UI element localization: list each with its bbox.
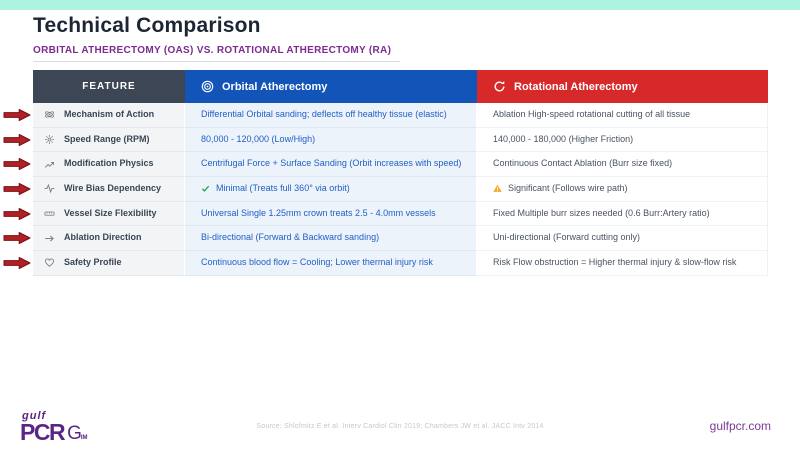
source-citation: Source: Shlofmitz E et al. Interv Cardiol Clin 2019; Chambers JW et al. JACC Intv 2014 — [256, 423, 544, 430]
orbital-value: Minimal (Treats full 360° via orbit) — [216, 182, 350, 193]
column-header-rotational — [477, 70, 768, 103]
rotational-value: Uni-directional (Forward cutting only) — [493, 232, 641, 243]
column-header-feature — [33, 70, 185, 103]
feature-cell — [33, 103, 185, 128]
feature-cell — [33, 251, 185, 276]
feature-cell — [33, 226, 185, 251]
rotational-cell — [477, 152, 768, 177]
orbital-cell — [185, 152, 477, 177]
rotate-icon — [493, 80, 506, 93]
orbital-cell — [185, 202, 477, 227]
rotational-cell — [477, 202, 768, 227]
rotational-cell — [477, 103, 768, 128]
feature-cell — [33, 202, 185, 227]
table-row — [33, 128, 768, 153]
feature-label: Safety Profile — [64, 257, 122, 268]
rotational-value: Fixed Multiple burr sizes needed (0.6 Burr:Artery ratio) — [493, 207, 710, 218]
comparison-table — [33, 70, 768, 276]
page-title: Technical Comparison — [33, 14, 261, 37]
red-arrow-icon — [3, 256, 31, 270]
column-header-label: Orbital Atherectomy — [222, 80, 328, 93]
rotational-cell — [477, 251, 768, 276]
orbital-cell — [185, 226, 477, 251]
trend-up-icon — [44, 159, 55, 170]
feature-label: Speed Range (RPM) — [64, 133, 150, 144]
rotational-value: Risk Flow obstruction = Higher thermal injury & slow-flow risk — [493, 257, 737, 268]
gear-icon — [44, 134, 55, 145]
feature-cell — [33, 128, 185, 153]
page-subtitle: ORBITAL ATHERECTOMY (OAS) VS. ROTATIONAL ATHERECTOMY (RA) — [33, 45, 392, 56]
logo-word-pcr: PCR — [20, 419, 65, 445]
ruler-icon — [44, 208, 55, 219]
orbital-cell — [185, 177, 477, 202]
feature-label: Vessel Size Flexibility — [64, 207, 157, 218]
table-row — [33, 177, 768, 202]
red-arrow-icon — [3, 108, 31, 122]
feature-label: Ablation Direction — [64, 232, 142, 243]
orbital-value: 80,000 - 120,000 (Low/High) — [201, 133, 316, 144]
arrow-right-icon — [44, 233, 55, 244]
rotational-value: Ablation High-speed rotational cutting of all tissue — [493, 108, 691, 119]
orbital-cell — [185, 128, 477, 153]
table-row — [33, 152, 768, 177]
orbital-cell — [185, 103, 477, 128]
heart-icon — [44, 257, 55, 268]
orbital-value: Universal Single 1.25mm crown treats 2.5 - 4.0mm vessels — [201, 207, 436, 218]
red-arrow-icon — [3, 231, 31, 245]
feature-cell — [33, 152, 185, 177]
orbital-value: Bi-directional (Forward & Backward sanding) — [201, 232, 380, 243]
table-body — [33, 103, 768, 276]
feature-label: Mechanism of Action — [64, 108, 155, 119]
column-header-label: Rotational Atherectomy — [514, 80, 638, 93]
logo-gim-symbol: G — [67, 423, 82, 445]
table-header-row — [33, 70, 768, 103]
logo-im-text: IM — [80, 435, 88, 442]
feature-label: Wire Bias Dependency — [64, 182, 161, 193]
warning-icon — [493, 184, 502, 193]
red-arrow-icon — [3, 207, 31, 221]
rotational-value: Continuous Contact Ablation (Burr size fixed) — [493, 158, 673, 169]
red-arrow-icon — [3, 133, 31, 147]
orbital-value: Continuous blood flow = Cooling; Lower thermal injury risk — [201, 257, 433, 268]
rotational-cell — [477, 128, 768, 153]
table-row — [33, 202, 768, 227]
table-row — [33, 251, 768, 276]
rotational-cell — [477, 177, 768, 202]
table-row — [33, 103, 768, 128]
activity-icon — [44, 183, 55, 194]
rotational-cell — [477, 226, 768, 251]
rotational-value: 140,000 - 180,000 (Higher Friction) — [493, 133, 634, 144]
header-divider — [33, 61, 400, 62]
column-header-orbital — [185, 70, 477, 103]
orbital-value: Centrifugal Force + Surface Sanding (Orbit increases with speed) — [201, 158, 462, 169]
feature-label: Modification Physics — [64, 158, 154, 169]
logo-word-gulf: gulf — [22, 410, 47, 422]
target-icon — [201, 80, 214, 93]
orbital-value: Differential Orbital sanding; deflects off healthy tissue (elastic) — [201, 108, 447, 119]
top-accent-bar — [0, 0, 800, 10]
check-icon — [201, 184, 210, 193]
table-row — [33, 226, 768, 251]
red-arrow-icon — [3, 157, 31, 171]
orbital-cell — [185, 251, 477, 276]
rotational-value: Significant (Follows wire path) — [508, 182, 628, 193]
website-link[interactable]: gulfpcr.com — [709, 419, 771, 433]
feature-cell — [33, 177, 185, 202]
orbit-icon — [44, 109, 55, 120]
red-arrow-icon — [3, 182, 31, 196]
column-header-label: FEATURE — [82, 81, 136, 92]
